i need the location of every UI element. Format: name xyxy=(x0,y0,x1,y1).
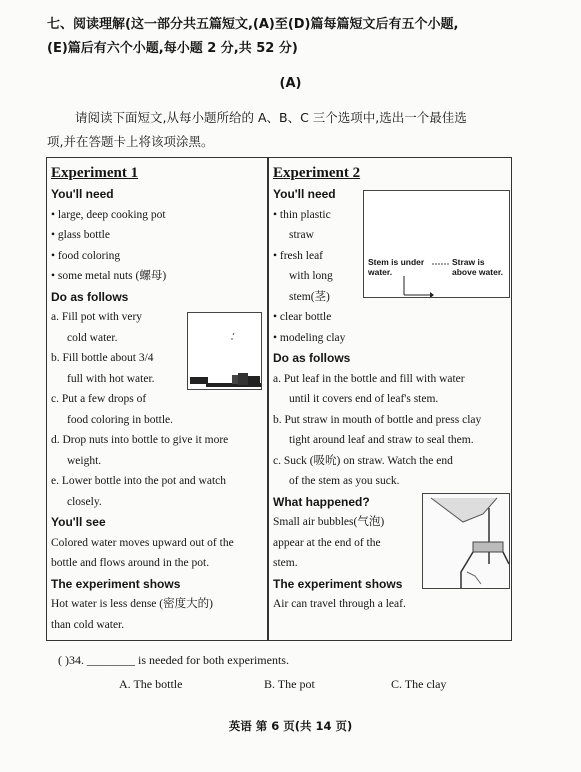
exp1-shows-text: than cold water. xyxy=(51,618,125,631)
exp2-steps-heading: Do as follows xyxy=(273,351,351,365)
exp2-step-cont: of the stem as you suck. xyxy=(289,475,400,487)
exp2-item: • fresh leaf xyxy=(273,249,323,262)
exp1-step-cont: closely. xyxy=(67,495,102,508)
exp2-need-heading: You'll need xyxy=(273,187,336,201)
exp1-step-cont: weight. xyxy=(67,454,102,467)
experiment-1-figure xyxy=(187,312,262,390)
stem-label-line: water. xyxy=(368,267,393,277)
exp2-item: • clear bottle xyxy=(273,311,332,323)
section-header-line2: (E)篇后有六个小题,每小题 2 分,共 52 分) xyxy=(47,41,298,56)
exp1-steps-heading: Do as follows xyxy=(51,289,129,304)
exp2-item-cont: straw xyxy=(289,229,314,241)
exp2-item: • modeling clay xyxy=(273,331,346,344)
exp1-step: c. Put a few drops of xyxy=(51,393,147,405)
experiment-2-diagram xyxy=(363,190,510,298)
exp1-step-cont: food coloring in bottle. xyxy=(67,413,174,426)
exp1-see-heading: You'll see xyxy=(51,515,106,529)
straw-label-line: above water. xyxy=(452,267,504,277)
experiment-1-content xyxy=(51,162,266,635)
instruction-line2: 项,并在答题卡上将该项涂黑。 xyxy=(47,134,214,149)
exp1-step: d. Drop nuts into bottle to give it more xyxy=(51,434,229,446)
exp2-item: • thin plastic xyxy=(273,208,331,221)
exp1-step-cont: full with hot water. xyxy=(67,372,155,385)
question-34: ( )34. ________ is needed for both experiments. xyxy=(58,653,289,667)
exp1-see-text: bottle and flows around in the pot. xyxy=(51,557,210,569)
stem-label-line: Stem is under xyxy=(368,257,425,267)
exp1-step-cont: cold water. xyxy=(67,331,118,344)
exp1-step: a. Fill pot with very xyxy=(51,311,143,323)
exp2-happened-text: Small air bubbles(气泡) xyxy=(273,516,385,528)
option-b[interactable]: B. The pot xyxy=(264,677,315,691)
exp2-happened-text: appear at the end of the xyxy=(273,536,381,549)
exp2-item-cont: with long xyxy=(289,270,333,282)
pot-and-bottle-illustration xyxy=(188,313,261,389)
section-header-line1: 七、阅读理解(这一部分共五篇短文,(A)至(D)篇每篇短文后有五个小题, xyxy=(47,17,459,32)
exp2-step-cont: tight around leaf and straw to seal them. xyxy=(289,434,474,446)
option-c[interactable]: C. The clay xyxy=(391,677,447,691)
passage-label: (A) xyxy=(279,76,302,91)
exp1-need-heading: You'll need xyxy=(51,187,114,201)
exp2-happened-text: stem. xyxy=(273,557,298,569)
exp1-item: • large, deep cooking pot xyxy=(51,208,166,221)
option-a[interactable]: A. The bottle xyxy=(119,677,183,691)
instruction-line1: 请阅读下面短文,从每小题所给的 A、B、C 三个选项中,选出一个最佳选 xyxy=(75,110,467,125)
bottle-with-leaf-illustration xyxy=(423,494,509,588)
straw-label-line: Straw is xyxy=(452,257,485,267)
exp2-shows-heading: The experiment shows xyxy=(273,576,403,591)
exp1-item: • some metal nuts (螺母) xyxy=(51,270,167,282)
exp1-step: e. Lower bottle into the pot and watch xyxy=(51,475,227,487)
exp1-item: • glass bottle xyxy=(51,229,110,241)
exp1-shows-text: Hot water is less dense (密度大的) xyxy=(51,598,213,610)
experiment-2-title: Experiment 2 xyxy=(273,165,361,181)
exp2-item-cont: stem(茎) xyxy=(289,290,330,303)
exp2-shows-text: Air can travel through a leaf. xyxy=(273,598,406,610)
exp1-shows-heading: The experiment shows xyxy=(51,576,181,591)
exp2-step-cont: until it covers end of leaf's stem. xyxy=(289,393,439,405)
exp2-step: a. Put leaf in the bottle and fill with water xyxy=(273,372,465,385)
page-footer: 英语 第 6 页(共 14 页) xyxy=(228,719,353,733)
exp2-step: c. Suck (吸吮) on straw. Watch the end xyxy=(273,454,453,467)
exp2-step: b. Put straw in mouth of bottle and press clay xyxy=(273,413,482,426)
stem-straw-arrows xyxy=(364,191,509,297)
exp1-step: b. Fill bottle about 3/4 xyxy=(51,352,154,364)
exp1-see-text: Colored water moves upward out of the xyxy=(51,536,234,549)
exp2-happened-heading: What happened? xyxy=(273,494,370,509)
exp1-item: • food coloring xyxy=(51,249,121,262)
experiment-1-title: Experiment 1 xyxy=(51,165,139,181)
experiment-2-bottle-figure xyxy=(422,493,510,589)
